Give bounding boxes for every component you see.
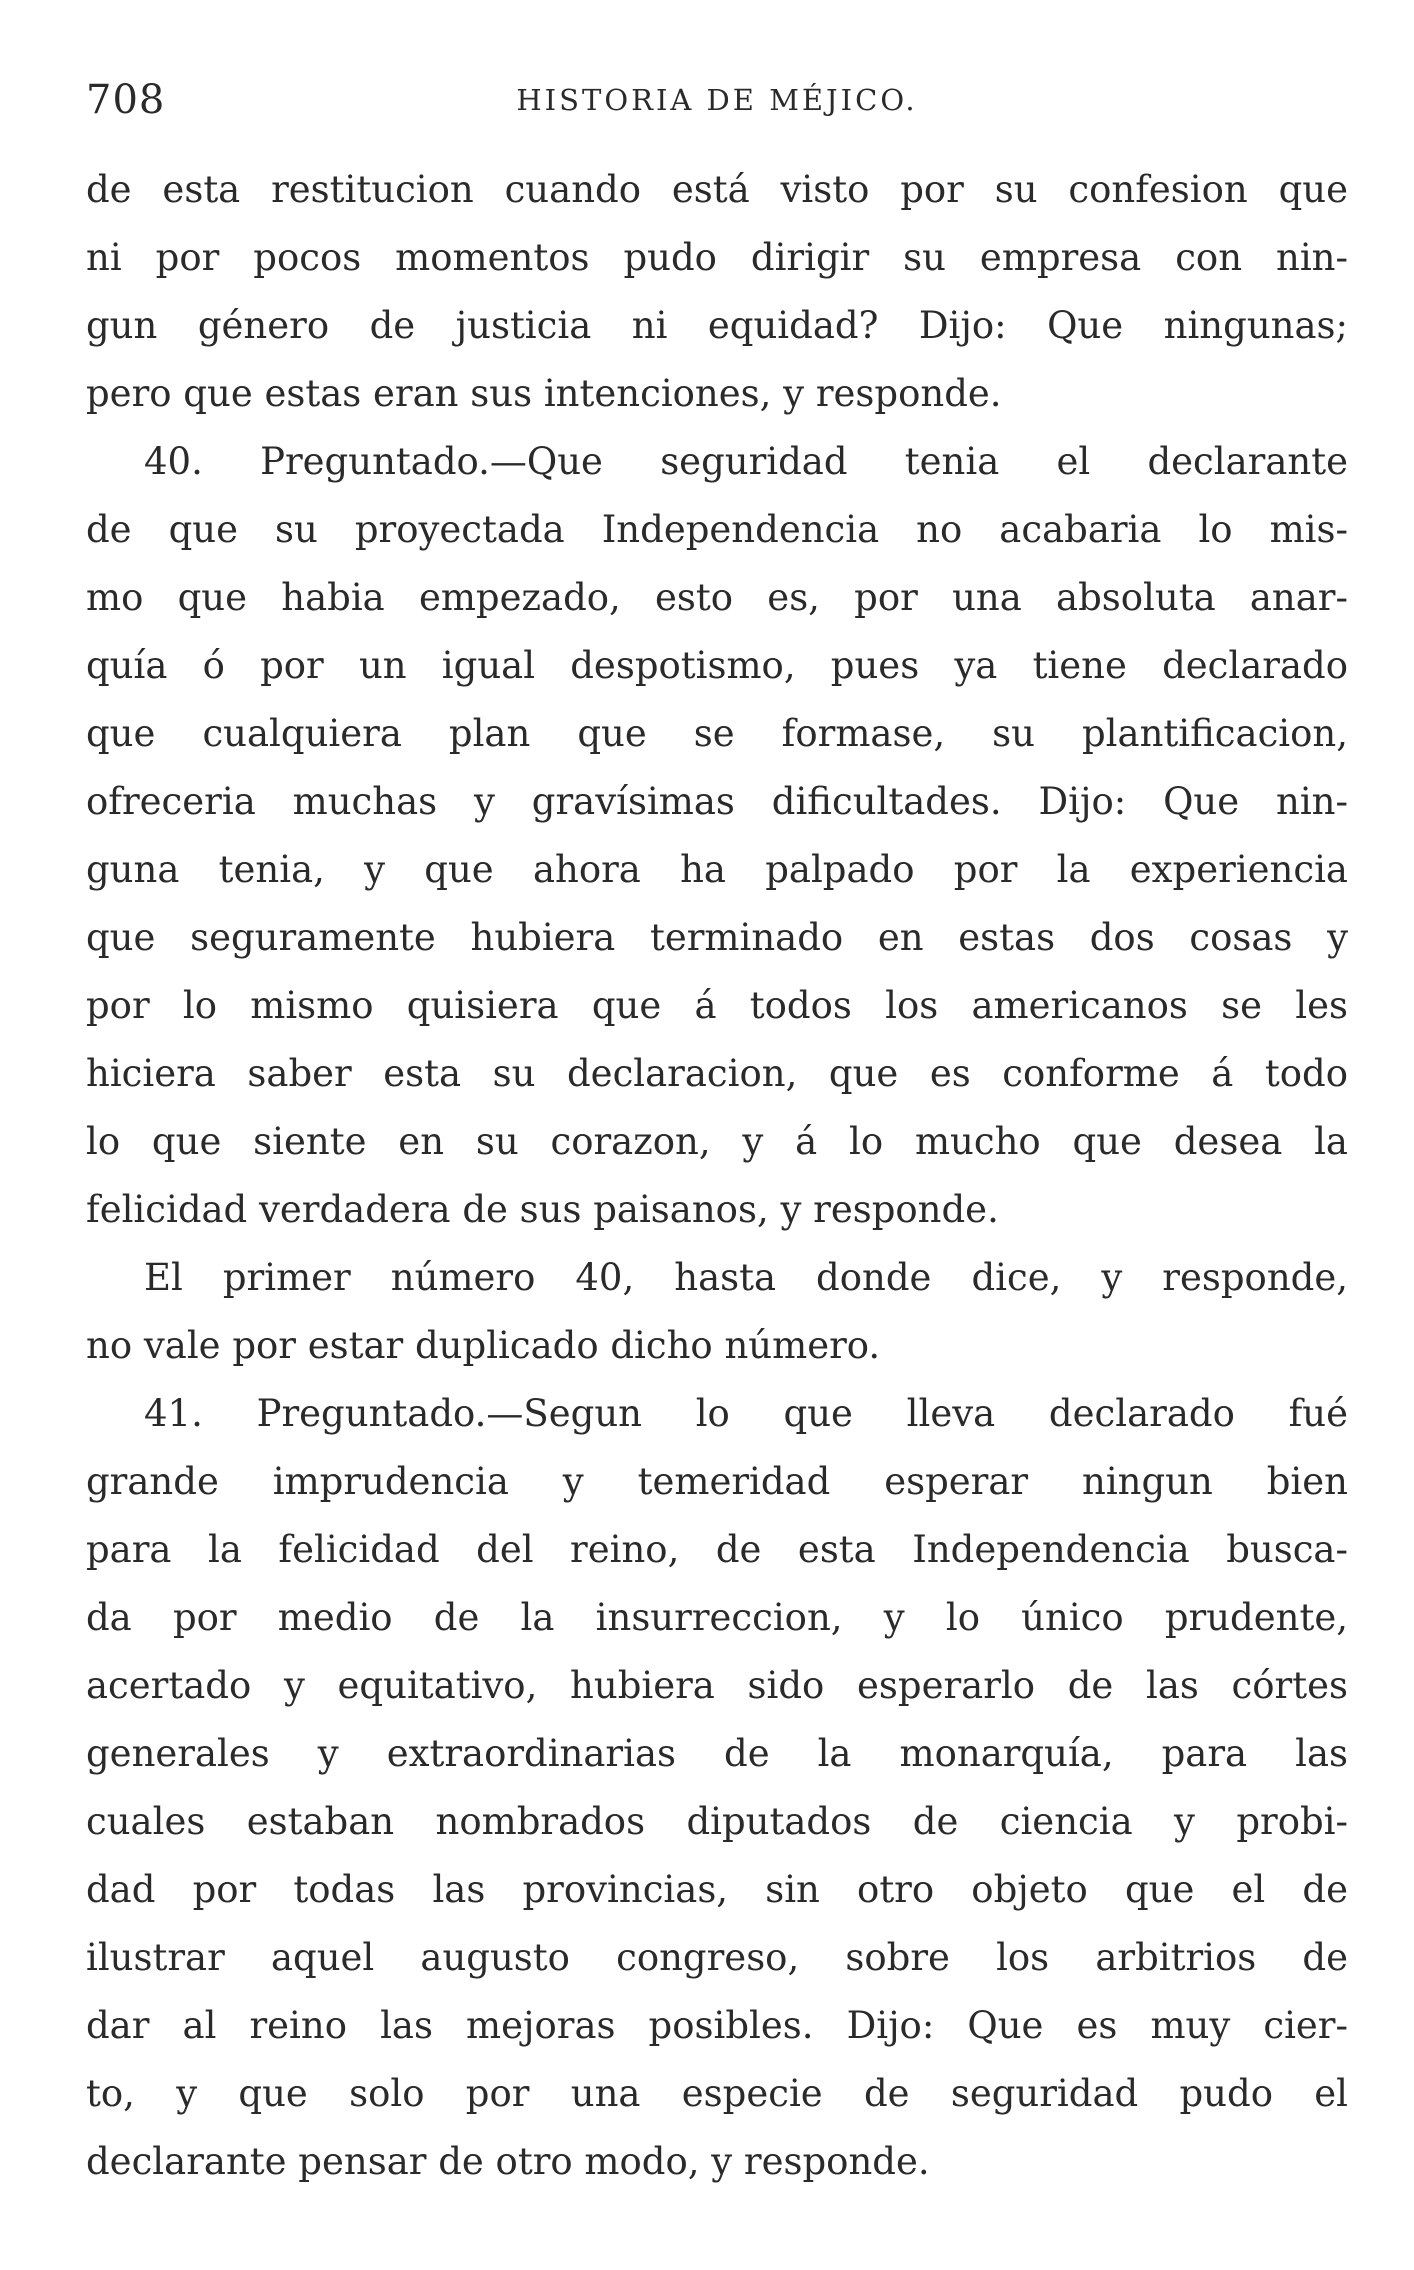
- text-line: dar al reino las mejoras posibles. Dijo: Que es muy cier-: [86, 2004, 1348, 2047]
- text-line: no vale por estar duplicado dicho número.: [86, 1324, 881, 1367]
- text-line: guna tenia, y que ahora ha palpado por la experiencia: [86, 848, 1348, 891]
- book-page: [86, 70, 1348, 2196]
- text-line: de que su proyectada Independencia no acabaria lo mis-: [86, 508, 1348, 551]
- text-line: hiciera saber esta su declaracion, que es conforme á todo: [86, 1052, 1348, 1095]
- text-line: 41. Preguntado.—Segun lo que lleva declarado fué: [144, 1392, 1348, 1435]
- text-line: to, y que solo por una especie de seguridad pudo el: [86, 2072, 1348, 2115]
- text-line: ilustrar aquel augusto congreso, sobre los arbitrios de: [86, 1936, 1348, 1979]
- text-line: 40. Preguntado.—Que seguridad tenia el declarante: [144, 440, 1348, 483]
- text-line: El primer número 40, hasta donde dice, y responde,: [144, 1256, 1348, 1299]
- text-line: ofreceria muchas y gravísimas dificultades. Dijo: Que nin-: [86, 780, 1348, 823]
- text-line: que cualquiera plan que se formase, su plantificacion,: [86, 712, 1348, 755]
- text-line: de esta restitucion cuando está visto por su confesion que: [86, 168, 1348, 211]
- text-line: quía ó por un igual despotismo, pues ya tiene declarado: [86, 644, 1348, 687]
- running-title: HISTORIA DE MÉJICO.: [516, 83, 918, 117]
- text-line: dad por todas las provincias, sin otro objeto que el de: [86, 1868, 1348, 1911]
- text-line: para la felicidad del reino, de esta Independencia busca-: [86, 1528, 1348, 1571]
- text-line: pero que estas eran sus intenciones, y responde.: [86, 372, 1002, 415]
- text-line: cuales estaban nombrados diputados de ciencia y probi-: [86, 1800, 1348, 1843]
- text-line: felicidad verdadera de sus paisanos, y responde.: [86, 1188, 999, 1231]
- running-head: [86, 70, 1348, 130]
- text-line: acertado y equitativo, hubiera sido esperarlo de las córtes: [86, 1664, 1348, 1707]
- body-text: [86, 156, 1348, 2196]
- text-line: da por medio de la insurreccion, y lo único prudente,: [86, 1596, 1348, 1639]
- text-line: declarante pensar de otro modo, y responde.: [86, 2140, 930, 2183]
- page-number: 708: [86, 77, 166, 123]
- text-line: generales y extraordinarias de la monarquía, para las: [86, 1732, 1348, 1775]
- text-line: por lo mismo quisiera que á todos los americanos se les: [86, 984, 1348, 1027]
- text-line: gun género de justicia ni equidad? Dijo: Que ningunas;: [86, 304, 1348, 347]
- text-line: grande imprudencia y temeridad esperar ningun bien: [86, 1460, 1348, 1503]
- text-line: ni por pocos momentos pudo dirigir su empresa con nin-: [86, 236, 1348, 279]
- text-line: que seguramente hubiera terminado en estas dos cosas y: [86, 916, 1348, 959]
- text-line: lo que siente en su corazon, y á lo mucho que desea la: [86, 1120, 1348, 1163]
- text-line: mo que habia empezado, esto es, por una absoluta anar-: [86, 576, 1348, 619]
